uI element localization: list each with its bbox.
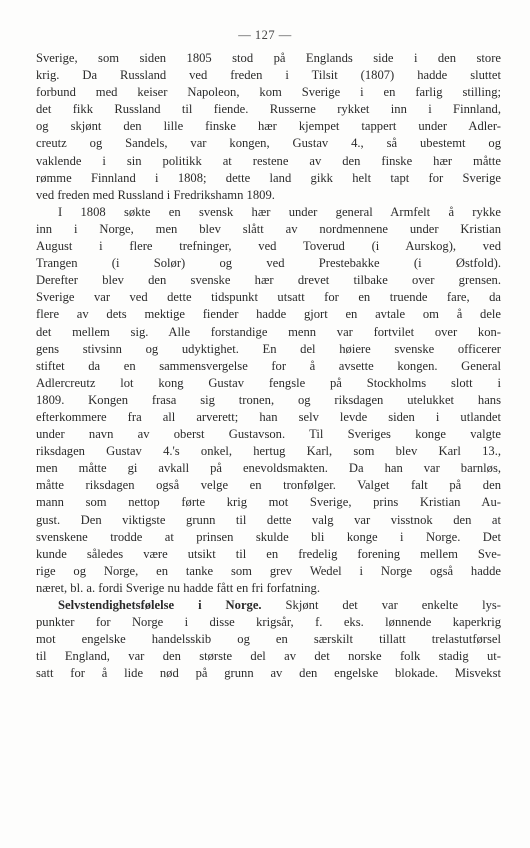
text-fragment: Skjønt det var enkelte lys-	[285, 598, 501, 612]
page-number: — 127 —	[238, 28, 292, 42]
text-line: gust. Den viktigste grunn til dette valg var visstnok den at	[36, 512, 501, 527]
text-line: Sverige var ved dette tidspunkt utsatt for en truende fare, da	[36, 290, 501, 305]
text-line: Sverige, som siden 1805 stod på Englands side i den store	[36, 51, 501, 65]
text-line: næret, bl. a. fordi Sverige nu hadde fått en fri forfatning.	[36, 580, 320, 595]
text-line: flere av dets mektige fiender hadde gjort en avtale om å dele	[36, 307, 501, 322]
text-line: det mellem sig. Alle forstandige menn var fortvilet over kon-	[36, 324, 501, 339]
text-line: rige og Norge, en tanke som grev Wedel i Norge også hadde	[36, 563, 501, 578]
text-line: mann som nettop førte krig mot Sverige, prins Kristian Au-	[36, 495, 501, 510]
text-line: punkter for Norge i disse krigsår, f. eks. lønnende kaperkrig	[36, 615, 501, 630]
text-line: satt for å lide nød på grunn av den engelske blokade. Misvekst	[36, 666, 501, 681]
text-line: forbund med keiser Napoleon, kom Sverige i en farlig stilling;	[36, 85, 501, 100]
text-line: krig. Da Russland ved freden i Tilsit (1807) hadde sluttet	[36, 68, 501, 83]
text-line: men måtte gi avkall på enevoldsmakten. Da han var barnløs,	[36, 461, 501, 476]
text-line: rømme Finnland i 1808; dette land gikk helt tapt for Sverige	[36, 170, 501, 185]
text-line: creutz og Sandels, var kongen, Gustav 4., så ubestemt og	[36, 136, 501, 151]
text-line: riksdagen Gustav 4.'s onkel, hertug Karl, som blev Karl 13.,	[36, 444, 501, 459]
text-line: efterkommere fra all arverett; han selv levde siden i utlandet	[36, 409, 501, 424]
text-line: 1809. Kongen frasa sig tronen, og riksdagen utelukket hans	[36, 392, 501, 407]
text-line: og skjønt den lille finske hær kjempet tappert under Adler-	[36, 119, 501, 134]
text-line: Derefter blev den svenske hær drevet tilbake over grensen.	[36, 273, 501, 288]
text-line: måtte riksdagen også velge en tronfølger. Valget falt på den	[36, 478, 501, 493]
text-line: til England, var den største del av det norske folk stadig ut-	[36, 649, 501, 664]
text-line: gens stivsinn og udyktighet. En del høiere svenske officerer	[36, 341, 501, 356]
text-line: inn i Norge, men blev slått av nordmennene under Kristian	[36, 221, 501, 236]
text-line: under navn av oberst Gustavson. Til Sveriges konge valgte	[36, 427, 501, 442]
body-text	[36, 50, 501, 682]
text-line: ved freden med Russland i Fredrikshamn 1809.	[36, 187, 275, 202]
section-heading: Selvstendighetsfølelse i Norge.	[58, 598, 262, 612]
text-line: svenskene trodde at prinsen skulde bli konge i Norge. Det	[36, 529, 501, 544]
text-line: vaklende i sin politikk at restene av den finske hær måtte	[36, 153, 501, 168]
text-line: kunde således være utsikt til en fredelig forening mellem Sve-	[36, 546, 501, 561]
text-line: Adlercreutz lot kong Gustav fengsle på Stockholms slott i	[36, 375, 501, 390]
text-line: August i flere trefninger, ved Toverud (i Aurskog), ved	[36, 239, 501, 254]
text-line: det fikk Russland til fiende. Russerne rykket inn i Finnland,	[36, 102, 501, 117]
text-line: Trangen (i Solør) og ved Prestebakke (i Østfold).	[36, 256, 501, 271]
text-line: mot engelske handelsskib og en særskilt tillatt trelastutførsel	[36, 632, 501, 647]
text-line-with-heading	[36, 597, 501, 614]
text-line: I 1808 søkte en svensk hær under general Armfelt å rykke	[58, 204, 501, 219]
text-line: stiftet da en sammensvergelse for å avsette kongen. General	[36, 358, 501, 373]
